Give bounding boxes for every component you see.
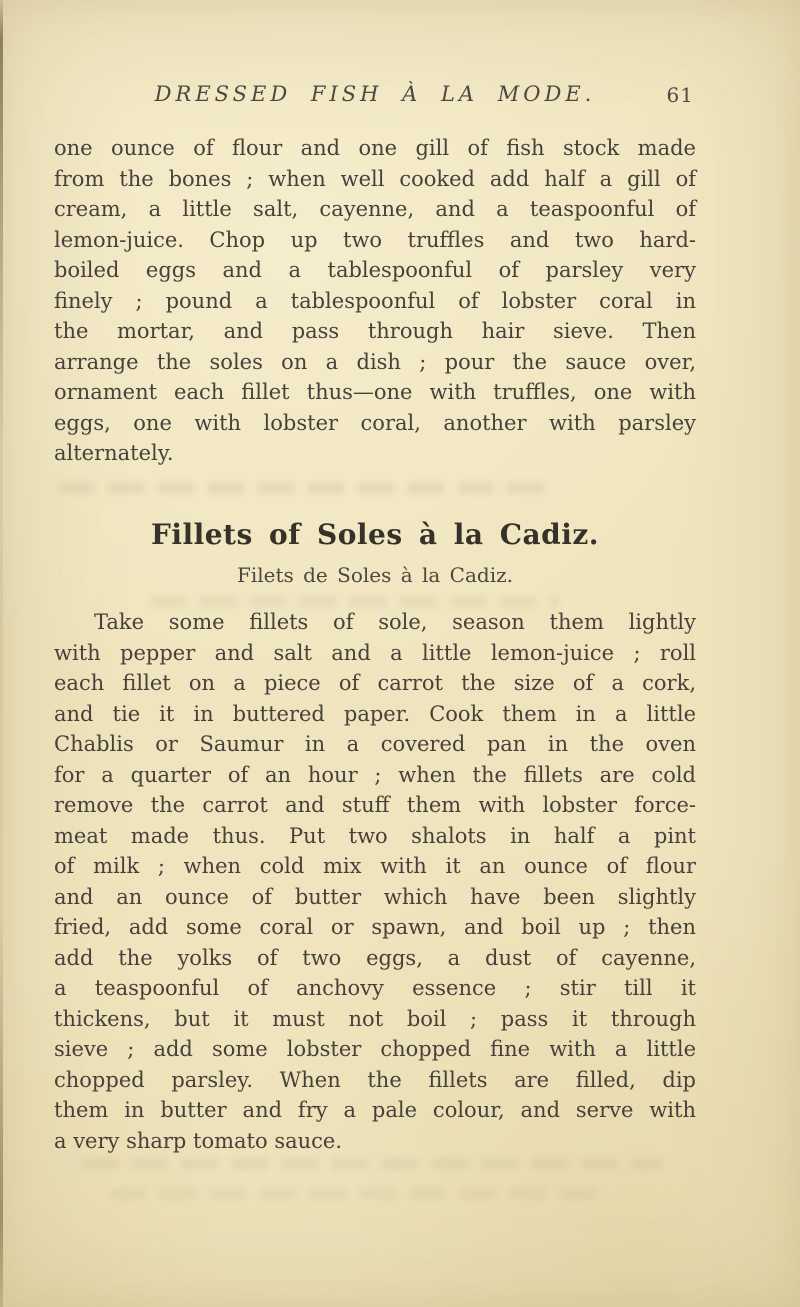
scan-left-edge: [0, 0, 3, 1307]
running-head-row: [54, 82, 696, 112]
text-line: from the bones ; when well cooked add half a gill of: [54, 166, 696, 191]
page-number: 61: [666, 83, 694, 107]
text-line: a teaspoonful of anchovy essence ; stir till it: [54, 976, 696, 1000]
text-line: boiled eggs and a tablespoonful of parsley very: [54, 258, 696, 282]
text-line: and an ounce of butter which have been slightly: [54, 884, 696, 909]
text-line: and tie it in buttered paper. Cook them in a little: [54, 701, 696, 726]
showthrough-ghost-text: [82, 1158, 662, 1170]
text-line: chopped parsley. When the fillets are filled, dip: [54, 1067, 696, 1092]
text-line: meat made thus. Put two shalots in half a pint: [54, 823, 696, 848]
continued-recipe-paragraph: [54, 133, 696, 469]
text-line: with pepper and salt and a little lemon-juice ; roll: [54, 640, 696, 665]
showthrough-ghost-text: [110, 1188, 610, 1200]
text-line: sieve ; add some lobster chopped fine with a little: [54, 1037, 696, 1061]
text-line: add the yolks of two eggs, a dust of cayenne,: [54, 945, 696, 970]
text-line: them in butter and fry a pale colour, and serve with: [54, 1098, 696, 1122]
text-line: eggs, one with lobster coral, another with parsley: [54, 410, 696, 435]
text-line: lemon-juice. Chop up two truffles and two hard-: [54, 227, 696, 252]
text-line: of milk ; when cold mix with it an ounce of flour: [54, 854, 696, 878]
text-line: Take some fillets of sole, season them lightly: [94, 610, 696, 634]
showthrough-ghost-text: [58, 482, 558, 494]
text-line: a very sharp tomato sauce.: [54, 1128, 343, 1153]
recipe-subtitle-french: Filets de Soles à la Cadiz.: [236, 563, 514, 587]
text-line: for a quarter of an hour ; when the fillets are cold: [54, 762, 696, 787]
text-line: finely ; pound a tablespoonful of lobster coral in: [54, 288, 696, 313]
text-line: cream, a little salt, cayenne, and a teaspoonful of: [54, 197, 696, 221]
text-line: arrange the soles on a dish ; pour the sauce over,: [54, 349, 696, 374]
text-line: remove the carrot and stuff them with lobster force-: [54, 793, 696, 817]
text-line: fried, add some coral or spawn, and boil up ; then: [54, 915, 696, 939]
text-line: ornament each fillet thus—one with truffles, one with: [54, 380, 696, 404]
text-line: alternately.: [54, 441, 174, 465]
text-line: the mortar, and pass through hair sieve. Then: [54, 319, 696, 343]
text-line: one ounce of flour and one gill of fish stock made: [54, 136, 696, 160]
running-head: DRESSED FISH À LA MODE.: [154, 82, 596, 106]
text-line: Chablis or Saumur in a covered pan in the oven: [54, 732, 696, 756]
recipe-paragraph: [54, 607, 696, 1156]
text-line: thickens, but it must not boil ; pass it through: [54, 1006, 696, 1031]
text-line: each fillet on a piece of carrot the size of a cork,: [54, 671, 696, 695]
recipe-title: Fillets of Soles à la Cadiz.: [150, 518, 600, 551]
